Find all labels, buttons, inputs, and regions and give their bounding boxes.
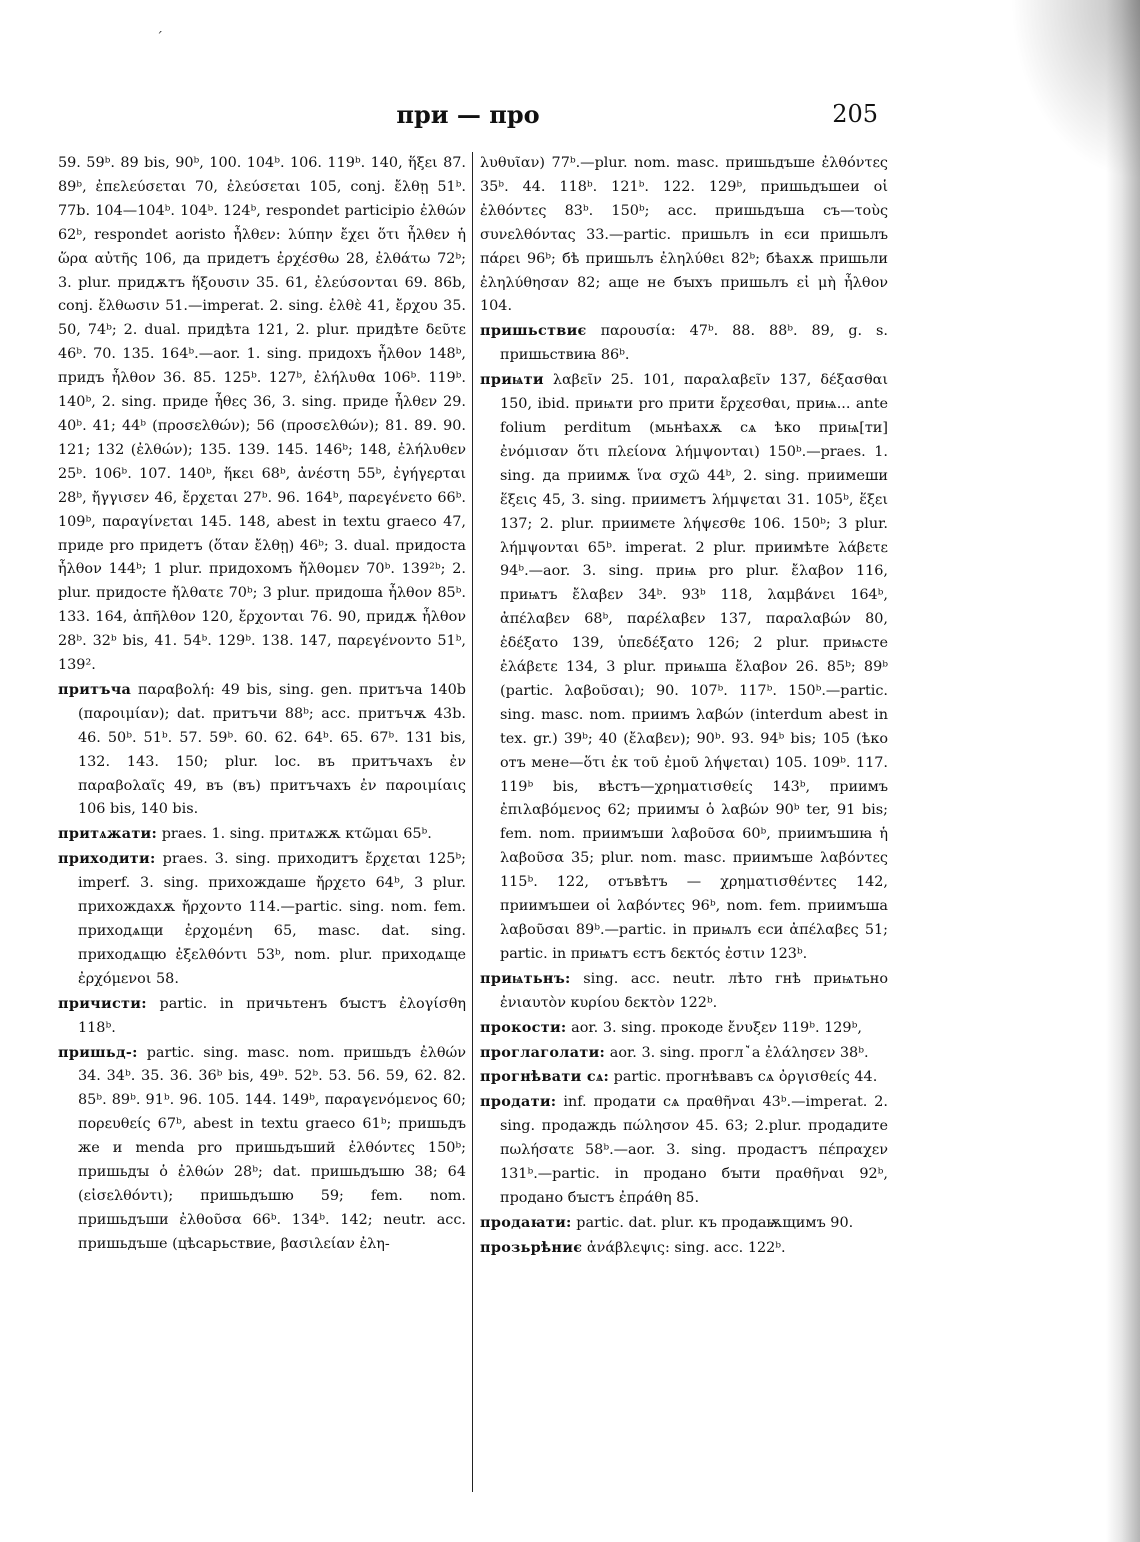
entry (480, 1211, 888, 1236)
headword: продати: (480, 1093, 557, 1111)
entry-text: aor. 3. sing. прокоде ἔνυξεν 119ᵇ. 129ᵇ, (571, 1019, 862, 1036)
entry-text: praes. 3. sing. приходитъ ἔρχεται 125ᵇ; imperf. 3. sing. прихождаше ἤρχετο 64ᵇ, 3 plur. прихождахѫ ἤρχοντο 114.—partic. sing. nom. fem. приходѧщи ἐρχομένη 65, masc. dat. sing. приходѧщю ἐξελθόντι 53ᵇ, nom. plur. приходѧще ἐρχόμενοι 58. (78, 851, 466, 987)
headword: причисти: (58, 994, 147, 1012)
entry (58, 847, 466, 991)
page-number: 205 (832, 100, 878, 128)
headword: прогнѣвати сѧ: (480, 1068, 610, 1086)
entry-text: λαβεῖν 25. 101, παραλαβεῖν 137, δέξασθαι 150, ibid. приѩти pro прити ἔρχεσθαι, приѩ... ante folium perditum (мьнѣахѫ сѧ ѣко приѩ[ти] ἐνόμισαν ὅτι πλείονα λήμψονται) 150ᵇ.—praes. 1. sing. да приимѫ ἵνα σχῶ 44ᵇ, 2. sing. приимеши ἕξεις 45, 3. sing. приимєтъ λήμψεται 31. 105ᵇ, ἕξει 137; 2. plur. приимєте λήψεσθε 106. 150ᵇ; 3 plur. λήμψονται 65ᵇ. imperat. 2 plur. приимѣте λάβετε 94ᵇ.—aor. 3. sing. приѩ pro plur. ἔλαβον 116, приѩтъ ἔλαβεν 34ᵇ. 93ᵇ 118, λαμβάνει 164ᵇ, ἀπέλαβεν 68ᵇ, παρέλαβεν 137, παραλαβών 80, ἐδέξατο 139, ὑπεδέξατο 126; 2 plur. приѩсте ἐλάβετε 134, 3 plur. приѩша ἔλαβον 26. 85ᵇ; 89ᵇ (partic. λαβοῦσαι); 90. 107ᵇ. 117ᵇ. 150ᵇ.—partic. sing. masc. nom. приимъ λαβών (interdum abest in tex. gr.) 39ᵇ; 40 (ἔλαβεν); 90ᵇ. 93. 94ᵇ bis; 105 (ѣко отъ мене—ὅτι ἐκ τοῦ ἐμοῦ λήψεται) 105. 109ᵇ. 117. 119ᵇ bis, вѣстъ—χρηματισθείς 143ᵇ, приимъ ἐπιλαβόμενος 62; приимꙑ ὁ λαβών 90ᵇ ter, 91 bis; fem. nom. приимъши λαβοῦσα 60ᵇ, приимъшиꙗ ἡ λαβοῦσα 35; plur. nom. masc. приимъше λαβόντες 115ᵇ. 122, отъвѣтъ — χρηματισθέντες 142, приимъшеи οἱ λαβόντες 96ᵇ, nom. fem. приимъша λαβοῦσαι 89ᵇ.—partic. in приѩлъ єси ἀπέλαβες 51; partic. in приѩтъ єстъ δεκτός ἐστιν 123ᵇ. (500, 372, 888, 962)
right-column (480, 152, 888, 1522)
headword: притъча (58, 680, 132, 698)
entry-text: παραβολή: 49 bis, sing. gen. притъча 140b (παροιμίαν); dat. притъчи 88ᵇ; acc. притъчѫ 43b. 46. 50ᵇ. 51ᵇ. 57. 59ᵇ. 60. 62. 64ᵇ. 65. 67ᵇ. 131 bis, 132. 143. 150; plur. loc. въ притъчахъ ἐν παραβολαῖς 49, въ (въ) притъчахъ ἐν παροιμίαις 106 bis, 140 bis. (78, 681, 466, 818)
left-column (58, 152, 466, 1522)
headword: приѩтьнъ: (480, 969, 571, 987)
entry (480, 1041, 888, 1066)
entry (480, 967, 888, 1016)
entry-text: partic. in причьтенъ бꙑстъ ἐλογίσθη 118ᵇ. (78, 995, 466, 1036)
headword: прихoдити: (58, 850, 156, 868)
page-header (58, 100, 878, 140)
scan-shadow-edge (1106, 0, 1140, 1542)
entry (480, 1236, 888, 1261)
headword: проглаголати: (480, 1043, 606, 1061)
headword: продаꙗти: (480, 1213, 572, 1231)
entry-text: partic. прогнѣвавъ сѧ ὀργισθείς 44. (613, 1069, 878, 1086)
headword: пришьд-: (58, 1043, 138, 1061)
headword: прозьрѣниє (480, 1238, 583, 1256)
stray-mark: ˊ (156, 30, 163, 46)
dictionary-columns (58, 152, 888, 1522)
entry (58, 822, 466, 847)
headword: приѩти (480, 371, 544, 389)
entry-text: partic. dat. plur. къ продаѭщимъ 90. (576, 1214, 854, 1231)
entry-text: inf. продати сѧ πραθῆναι 43ᵇ.—imperat. 2. sing. продаждь πώλησον 45. 63; 2.plur. продадите πωλήσατε 58ᵇ.—aor. 3. sing. продастъ πέπραχεν 131ᵇ.—partic. in продано бꙑти πραθῆναι 92ᵇ, продано бꙑстъ ἐπράθη 85. (500, 1094, 888, 1206)
entry-text: ἀνάβλεψις: sing. acc. 122ᵇ. (586, 1239, 786, 1256)
entry-text: παρουσία: 47ᵇ. 88. 88ᵇ. 89, g. s. пришьствиꙗ 86ᵇ. (500, 323, 888, 364)
entry (480, 1090, 888, 1211)
column-divider (472, 152, 473, 1492)
headword: пришьствиє (480, 322, 587, 340)
entry (480, 1065, 888, 1090)
headword: прокости: (480, 1018, 567, 1036)
entry-text: praes. 1. sing. притѧжѫ κτῶμαι 65ᵇ. (161, 826, 432, 843)
entry-text: partic. sing. masc. nom. пришьдъ ἐλθών 34. 34ᵇ. 35. 36. 36ᵇ bis, 49ᵇ. 52ᵇ. 53. 56. 59, 62. 82. 85ᵇ. 89ᵇ. 91ᵇ. 96. 105. 144. 149ᵇ, παραγενόμενος 60; πορευθείς 67ᵇ, abest in textu graeco 61ᵇ; пришьдъ же и menda pro пришьдъший ἐλθόντες 150ᵇ; пришьдꙑ ὁ ἐλθών 28ᵇ; dat. пришьдъшю 38; 64 (εἰσελθόντι); пришьдъшю 59; fem. nom. пришьдъши ἐλθοῦσα 66ᵇ. 134ᵇ. 142; neutr. acc. пришьдъше (цѣсарьствие, βασιλείαν ἐλη- (78, 1044, 466, 1252)
entry-text: sing. acc. neutr. лѣто гнѣ приѩтьно ἐνιαυτὸν κυρίου δεκτὸν 122ᵇ. (500, 970, 888, 1011)
entry-text: aor. 3. sing. проглꙿа ἐλάλησεν 38ᵇ. (609, 1044, 869, 1061)
entry (58, 992, 466, 1041)
entry (480, 319, 888, 368)
scan-shadow-corner (1010, 0, 1140, 180)
headword: притѧжати: (58, 825, 158, 843)
entry (58, 678, 466, 822)
entry-continuation: 59. 59ᵇ. 89 bis, 90ᵇ, 100. 104ᵇ. 106. 119ᵇ. 140, ἥξει 87. 89ᵇ, ἐπελεύσεται 70, ἐλεύσεται 105, conj. ἔλθῃ 51ᵇ. 77b. 104—104ᵇ. 104ᵇ. 124ᵇ, respondet participio ἐλθών 62ᵇ, respondet aoristo ἦλθεν: λύπην ἔχει ὅτι ἦλθεν ἡ ὥρα αὐτῆς 106, да придетъ ἐρχέσθω 28, ἐλθάτω 72ᵇ; 3. plur. придѫтъ ἥξουσιν 35. 61, ἐλεύσονται 69. 86b, conj. ἔλθωσιν 51.—imperat. 2. sing. ἐλθὲ 41, ἔρχου 35. 50, 74ᵇ; 2. dual. придѣта 121, 2. plur. придѣте δεῦτε 46ᵇ. 70. 135. 164ᵇ.—aor. 1. sing. придохъ ἦλθον 148ᵇ, придъ ἦλθον 36. 85. 125ᵇ. 127ᵇ, ἐλήλυθα 106ᵇ. 119ᵇ. 140ᵇ, 2. sing. приде ἦθες 36, 3. sing. приде ἦλθεν 29. 40ᵇ. 41; 44ᵇ (προσελθών); 56 (προσελθών); 81. 89. 90. 121; 132 (ἐλθών); 135. 139. 145. 146ᵇ; 148, ἐλήλυθεν 25ᵇ. 106ᵇ. 107. 140ᵇ, ἥκει 68ᵇ, ἀνέστη 55ᵇ, ἐγήγερται 28ᵇ, ἤγγισεν 46, ἔρχεται 27ᵇ. 96. 164ᵇ, παρεγένετο 66ᵇ. 109ᵇ, παραγίνεται 145. 148, abest in textu graeco 47, приде pro придетъ (ὅταν ἔλθῃ) 46ᵇ; 3. dual. придоста ἦλθον 144ᵇ; 1 plur. придохомъ ἤλθομεν 70ᵇ. 139²ᵇ; 2. plur. придосте ἤλθατε 70ᵇ; 3 plur. придоша ἦλθον 85ᵇ. 133. 164, ἀπῆλθον 120, ἔρχονται 76. 90, придѫ ἦλθον 28ᵇ. 32ᵇ bis, 41. 54ᵇ. 129ᵇ. 138. 147, παρεγένοντο 51ᵇ, 139². (58, 155, 466, 674)
entry-continuation: λυθυῖαν) 77ᵇ.—plur. nom. masc. пришьдъше ἐλθόντες 35ᵇ. 44. 118ᵇ. 121ᵇ. 122. 129ᵇ, пришьдъшеи οἱ ἐλθόντες 83ᵇ. 150ᵇ; acc. пришьдъша съ—τοὺς συνελθόντας 33.—partic. пришьлъ in єси пришьлъ πάρει 96ᵇ; бѣ пришьлъ ἐληλύθει 82ᵇ; бѣахѫ пришьли ἐληλύθησαν 82; аще не бꙑхъ пришьлъ εἰ μὴ ἦλθον 104. (480, 155, 888, 315)
entry (480, 1016, 888, 1041)
entry (58, 1041, 466, 1257)
running-head: при — про (396, 100, 540, 129)
entry (480, 368, 888, 967)
